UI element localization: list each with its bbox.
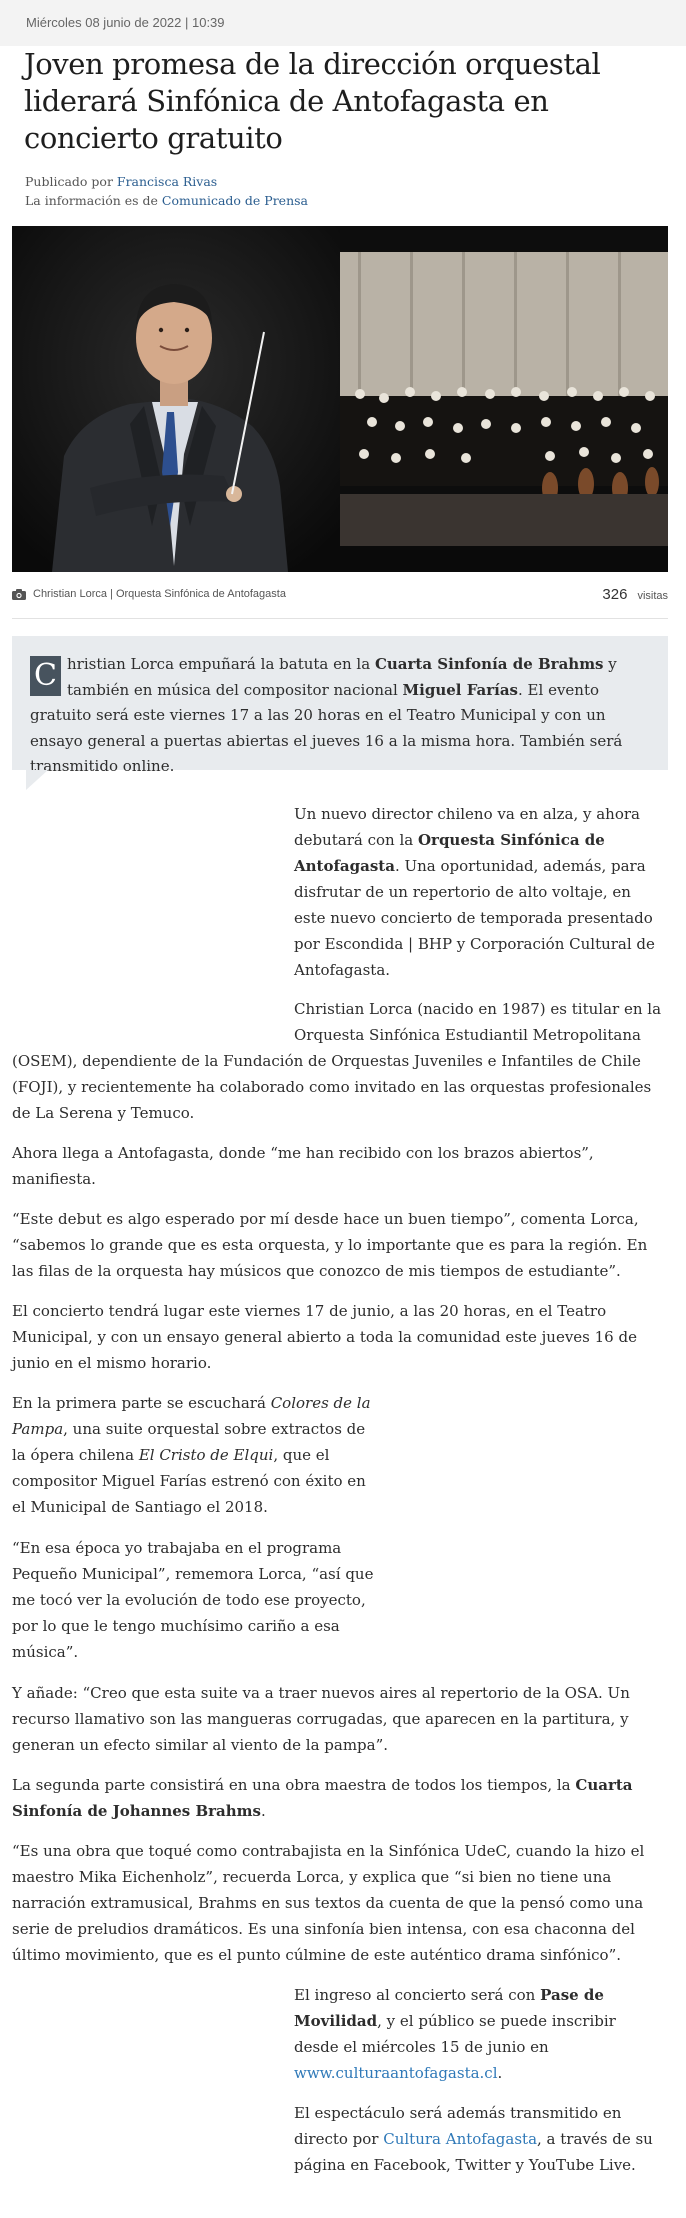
paragraph-11: El ingreso al concierto será con Pase de Movilidad, y el público se puede inscribir desde el miércoles 15 de junio en www.culturaantofagasta.cl. xyxy=(294,1986,616,2082)
paragraph-7: “En esa época yo trabajaba en el programa Pequeño Municipal”, rememora Lorca, “así que me tocó ver la evolución de todo ese proyecto, por lo que le tengo muchísimo cariño a esa música”. xyxy=(12,1539,374,1661)
paragraph-6: En la primera parte se escuchará Colores de la Pampa, una suite orquestal sobre extractos de la ópera chilena El Cristo de Elqui, que el compositor Miguel Farías estrenó con éxito en el Municipal de Santiago el 2018. xyxy=(12,1394,371,1516)
article-title: Joven promesa de la dirección orquestal liderará Sinfónica de Antofagasta en concierto gratuito xyxy=(24,47,601,155)
paragraph-8: Y añade: “Creo que esta suite va a traer nuevos aires al repertorio de la OSA. Un recurso llamativo son las mangueras corrugadas, que aparecen en la partitura, y generan un efecto similar al viento de la pampa”. xyxy=(12,1684,630,1754)
view-count: 326 xyxy=(602,586,628,603)
conductor-portrait xyxy=(12,226,340,572)
photo-caption xyxy=(12,588,286,600)
lead-text: . El evento gratuito será este viernes 17 a las 20 horas en el Teatro Municipal y con un ensayo general a puertas abiertas el jueves 16 a la misma hora. También será transmitido online. xyxy=(30,680,623,775)
lead-pointer xyxy=(26,770,48,790)
lead-emphasis: Cuarta Sinfonía de Brahms xyxy=(374,655,604,673)
author-link[interactable]: Francisca Rivas xyxy=(116,174,218,189)
view-counter xyxy=(602,586,668,603)
lead-emphasis: Miguel Farías xyxy=(402,680,519,699)
divider xyxy=(12,618,668,619)
caption-text: Christian Lorca | Orquesta Sinfónica de Antofagasta xyxy=(33,588,286,600)
culturaantofagasta-link[interactable]: www.culturaantofagasta.cl xyxy=(294,2064,498,2082)
article-photo xyxy=(12,226,668,572)
paragraph-10: “Es una obra que toqué como contrabajista en la Sinfónica UdeC, cuando la hizo el maestro Mika Eichenholz”, recuerda Lorca, y explica que “si bien no tiene una narración extramusical, Brahms en sus textos da cuenta de que la pensó como una serie de preludios dramáticos. Es una sinfonía bien intensa, con esa chaconna del último movimiento, que es el punto cúlmine de este auténtico drama sinfónico”. xyxy=(12,1842,645,1964)
lead-text: y también en música del compositor nacional xyxy=(67,655,617,699)
lead-text: hristian Lorca empuñará la batuta en la xyxy=(67,655,375,673)
camera-icon xyxy=(12,589,26,600)
source-link[interactable]: Comunicado de Prensa xyxy=(161,193,308,208)
paragraph-2a: Christian Lorca (nacido en 1987) es titular en la Orquesta Sinfónica Estudiantil Metropolitana xyxy=(294,1000,662,1044)
paragraph-5: El concierto tendrá lugar este viernes 17 de junio, a las 20 horas, en el Teatro Municipal, y con un ensayo general abierto a toda la comunidad este jueves 16 de junio en el mismo horario. xyxy=(12,1302,637,1372)
cultura-antofagasta-link[interactable]: Cultura Antofagasta xyxy=(383,2130,538,2148)
source-label: La información es de xyxy=(25,193,162,208)
paragraph-12: El espectáculo será además transmitido en directo por Cultura Antofagasta, a través de su página en Facebook, Twitter y YouTube Live. xyxy=(294,2104,653,2174)
paragraph-9: La segunda parte consistirá en una obra maestra de todos los tiempos, la Cuarta Sinfonía de Johannes Brahms. xyxy=(12,1776,633,1820)
photo-caption-row xyxy=(12,586,668,608)
paragraph-2b: (OSEM), dependiente de la Fundación de Orquestas Juveniles e Infantiles de Chile (FOJI), y recientemente ha colaborado como invitado en las orquestas profesionales de La Serena y Temuco. xyxy=(12,1052,652,1122)
paragraph-1: Un nuevo director chileno va en alza, y ahora debutará con la Orquesta Sinfónica de Antofagasta. Una oportunidad, además, para disfrutar de un repertorio de alto voltaje, en este nuevo concierto de temporada presentado por Escondida | BHP y Corporación Cultural de Antofagasta. xyxy=(294,805,655,979)
orchestra-photo xyxy=(340,226,668,572)
paragraph-3: Ahora llega a Antofagasta, donde “me han recibido con los brazos abiertos”, manifiesta. xyxy=(12,1144,594,1188)
dropcap: C xyxy=(30,656,61,696)
byline xyxy=(25,172,645,210)
article-lead xyxy=(12,636,668,775)
paragraph-4: “Este debut es algo esperado por mí desde hace un buen tiempo”, comenta Lorca, “sabemos lo grande que es esta orquesta, y lo importante que es para la región. En las filas de la orquesta hay músicos que conozco de mis tiempos de estudiante”. xyxy=(12,1210,648,1280)
published-by-label: Publicado por xyxy=(25,174,117,189)
view-label: visitas xyxy=(637,590,668,602)
publish-date: Miércoles 08 junio de 2022 | 10:39 xyxy=(0,0,686,46)
